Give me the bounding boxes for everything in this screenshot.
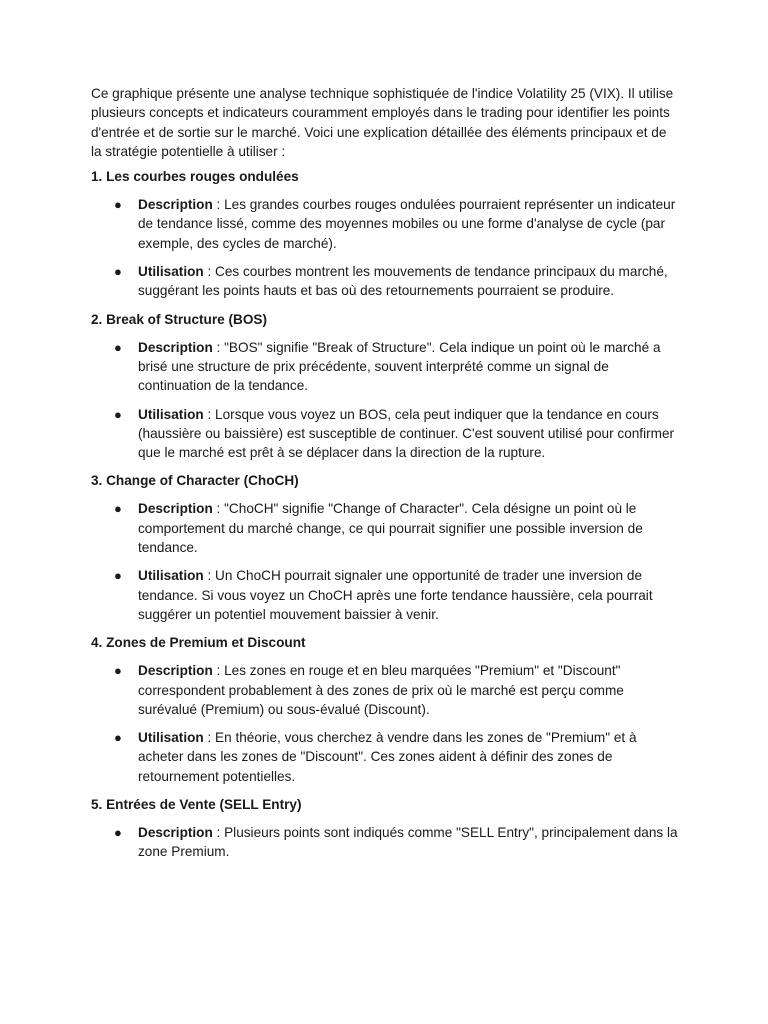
list-item bbox=[91, 499, 680, 557]
bullet-list bbox=[91, 499, 680, 624]
item-text: : Lorsque vous voyez un BOS, cela peut indiquer que la tendance en cours (haussière ou baissière) est susceptible de continuer. C'est souvent utilisé pour confirmer que le marché est prêt à se déplacer dans la direction de la rupture. bbox=[138, 406, 675, 461]
item-text: : Les zones en rouge et en bleu marquées "Premium" et "Discount" correspondent probablement à des zones de prix où le marché est perçu comme surévalué (Premium) ou sous-évalué (Discount). bbox=[138, 663, 624, 717]
list-item bbox=[91, 262, 680, 301]
bullet-list bbox=[91, 338, 680, 463]
list-item bbox=[91, 566, 680, 624]
list-item bbox=[91, 195, 680, 253]
intro-paragraph: Ce graphique présente une analyse technique sophistiquée de l'indice Volatility 25 (VIX). Il utilise plusieurs concepts et indicateurs couramment employés dans le trading pour identifier les points d'entrée et de sortie sur le marché. Voici une explication détaillée des éléments principaux et de la stratégie potentielle à utiliser : bbox=[91, 86, 674, 159]
bullet-icon: ● bbox=[114, 501, 122, 517]
section-4 bbox=[91, 633, 680, 786]
list-item bbox=[91, 728, 680, 786]
list-item bbox=[91, 405, 680, 463]
section-title: 3. Change of Character (ChoCH) bbox=[91, 473, 299, 489]
section-3 bbox=[91, 471, 680, 624]
item-label: Utilisation bbox=[138, 406, 204, 422]
section-title: 4. Zones de Premium et Discount bbox=[91, 635, 306, 651]
section-title: 2. Break of Structure (BOS) bbox=[91, 311, 268, 327]
item-label: Description bbox=[138, 663, 213, 679]
list-item bbox=[91, 823, 680, 862]
section-title: 5. Entrées de Vente (SELL Entry) bbox=[91, 797, 302, 813]
item-label: Description bbox=[138, 339, 213, 355]
section-2 bbox=[91, 310, 680, 463]
section-5 bbox=[91, 795, 680, 862]
item-text: : "BOS" signifie "Break of Structure". Cela indique un point où le marché a brisé une structure de prix précédente, souvent interprété comme un signal de continuation de la tendance. bbox=[138, 339, 661, 394]
bullet-list bbox=[91, 823, 680, 862]
item-text: : Ces courbes montrent les mouvements de tendance principaux du marché, suggérant les points hauts et bas où des retournements pourraient se produire. bbox=[138, 264, 668, 299]
item-label: Utilisation bbox=[138, 264, 204, 280]
list-item bbox=[91, 661, 680, 719]
item-label: Utilisation bbox=[138, 568, 204, 584]
bullet-list bbox=[91, 195, 680, 300]
item-text: : "ChoCH" signifie "Change of Character". Cela désigne un point où le comportement du marché change, ce qui pourrait signifier une possible inversion de tendance. bbox=[138, 501, 643, 556]
item-text: : En théorie, vous cherchez à vendre dans les zones de "Premium" et à acheter dans les zones de "Discount". Ces zones aident à définir des zones de retournement potentielles. bbox=[138, 730, 637, 784]
bullet-list bbox=[91, 661, 680, 786]
item-label: Description bbox=[138, 501, 213, 517]
item-label: Description bbox=[138, 825, 213, 841]
bullet-icon: ● bbox=[114, 197, 122, 213]
section-title: 1. Les courbes rouges ondulées bbox=[91, 169, 299, 185]
bullet-icon: ● bbox=[114, 264, 122, 280]
section-1 bbox=[91, 167, 680, 300]
bullet-icon: ● bbox=[114, 825, 122, 841]
list-item bbox=[91, 338, 680, 396]
item-text: : Plusieurs points sont indiqués comme "SELL Entry", principalement dans la zone Premium. bbox=[138, 825, 678, 860]
bullet-icon: ● bbox=[114, 339, 122, 355]
bullet-icon: ● bbox=[114, 730, 122, 746]
bullet-icon: ● bbox=[114, 568, 122, 584]
item-label: Description bbox=[138, 197, 213, 213]
item-text: : Les grandes courbes rouges ondulées pourraient représenter un indicateur de tendance lissé, comme des moyennes mobiles ou une forme d'analyse de cycle (par exemple, des cycles de marché). bbox=[138, 197, 676, 251]
item-label: Utilisation bbox=[138, 730, 204, 746]
item-text: : Un ChoCH pourrait signaler une opportunité de trader une inversion de tendance. Si vous voyez un ChoCH après une forte tendance haussière, cela pourrait suggérer un potentiel mouvement baissier à venir. bbox=[138, 568, 653, 622]
bullet-icon: ● bbox=[114, 406, 122, 422]
bullet-icon: ● bbox=[114, 663, 122, 679]
